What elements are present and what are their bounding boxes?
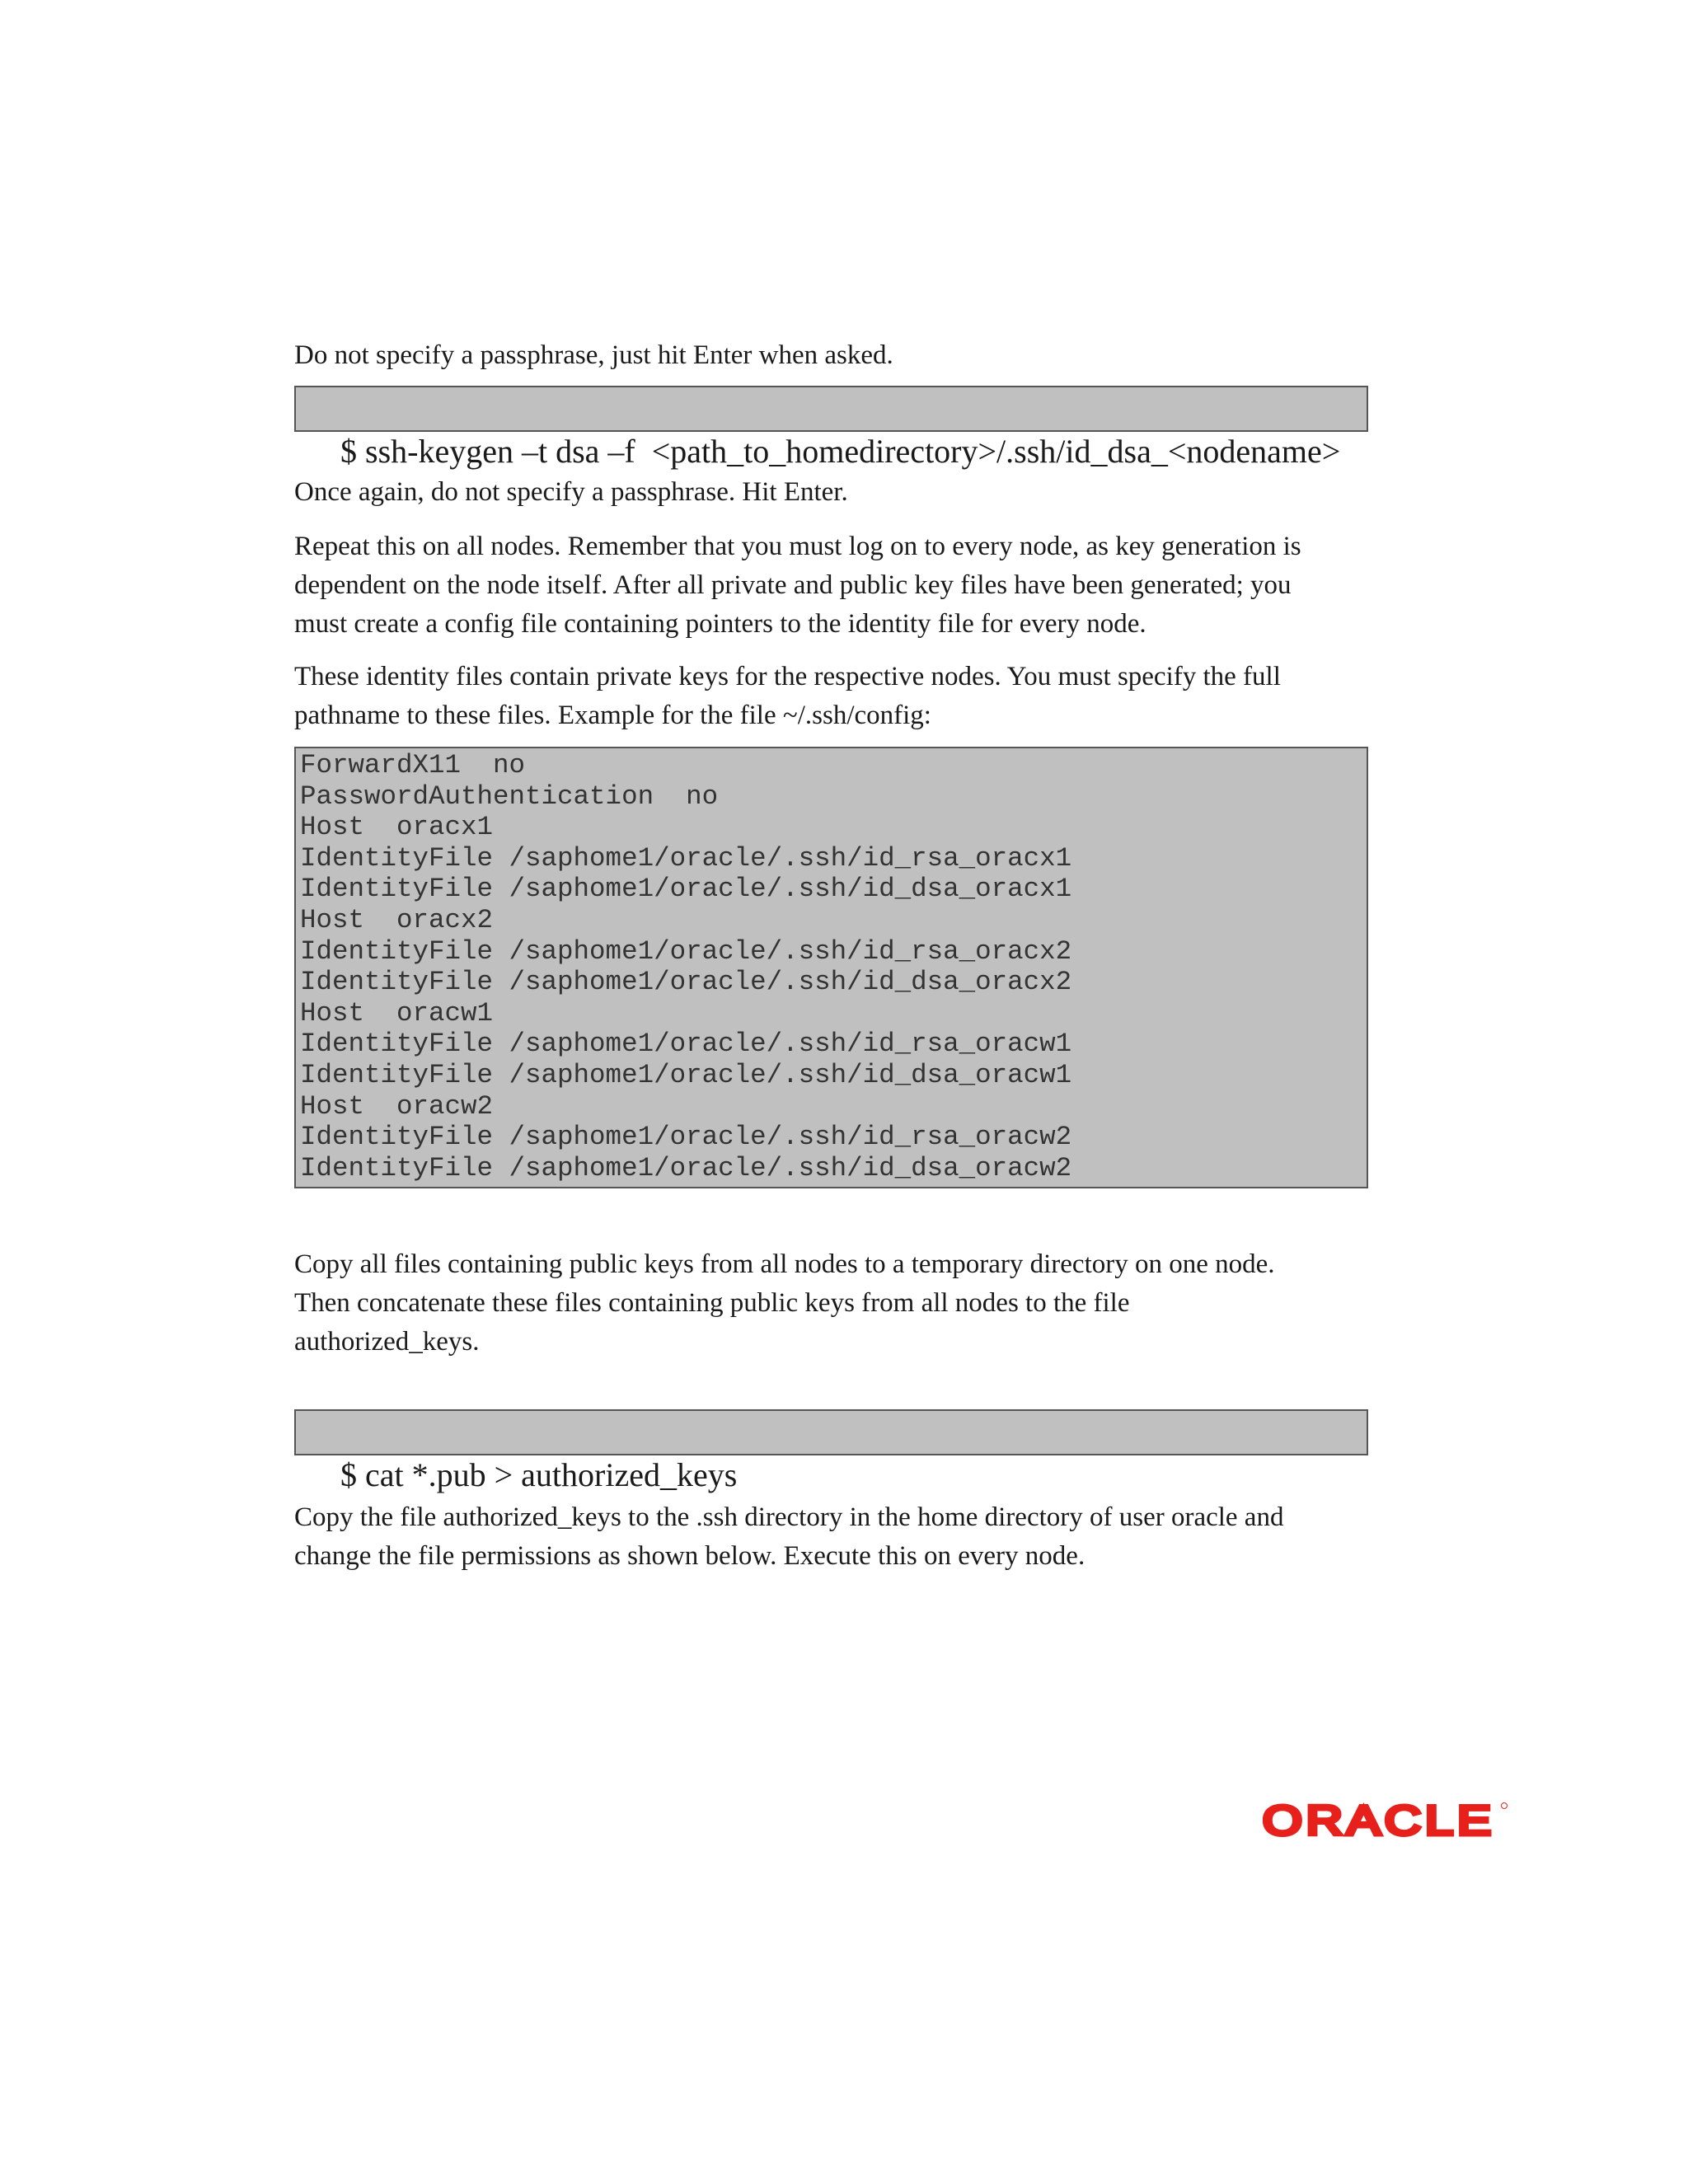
command-cat-pub: $ cat *.pub > authorized_keys [340,1456,738,1493]
paragraph-line: authorized_keys. [294,1327,480,1357]
code-line: Host oracw1 [300,997,494,1029]
paragraph-line: Copy the file authorized_keys to the .ssh directory in the home directory of user oracle and [294,1502,1284,1532]
paragraph-line: must create a config file containing pointers to the identity file for every node. [294,609,1146,639]
command-box-cat-pub [294,1409,1368,1493]
paragraph-line: change the file permissions as shown below. Execute this on every node. [294,1541,1085,1571]
code-line: Host oracx2 [300,904,494,935]
paragraph-line: Repeat this on all nodes. Remember that you must log on to every node, as key generation is [294,532,1301,561]
code-line: IdentityFile /saphome1/oracle/.ssh/id_rsa_oracx2 [300,935,1072,967]
paragraph-line: Then concatenate these files containing public keys from all nodes to the file [294,1288,1130,1318]
svg-text:ORACLE: ORACLE [1263,1800,1495,1840]
code-line: PasswordAuthentication no [300,780,719,812]
paragraph-line: Copy all files containing public keys from all nodes to a temporary directory on one node. [294,1249,1275,1279]
code-line: IdentityFile /saphome1/oracle/.ssh/id_dsa_oracw1 [300,1059,1072,1090]
code-line: IdentityFile /saphome1/oracle/.ssh/id_dsa_oracw2 [300,1152,1072,1183]
code-line: ForwardX11 no [300,750,526,780]
command-ssh-keygen: $ ssh-keygen –t dsa –f <path_to_homedirectory>/.ssh/id_dsa_<nodename> [340,433,1341,470]
code-line: Host oracx1 [300,812,494,843]
oracle-logo-icon [1263,1800,1510,1840]
paragraph-line: These identity files contain private keys for the respective nodes. You must specify the full [294,662,1281,691]
config-file-code-block [294,747,1368,1188]
paragraph-copy-public-keys [294,1245,1382,1361]
code-line: Host oracw2 [300,1090,494,1122]
code-line: IdentityFile /saphome1/oracle/.ssh/id_dsa_oracx1 [300,874,1072,905]
code-line: IdentityFile /saphome1/oracle/.ssh/id_rsa_oracw1 [300,1029,1072,1060]
command-box-ssh-keygen [294,386,1368,470]
code-line: IdentityFile /saphome1/oracle/.ssh/id_rsa_oracx1 [300,842,1072,874]
code-line: IdentityFile /saphome1/oracle/.ssh/id_dsa_oracx2 [300,967,1072,998]
code-line: IdentityFile /saphome1/oracle/.ssh/id_rsa_oracw2 [300,1122,1072,1153]
paragraph-line: pathname to these files. Example for the file ~/.ssh/config: [294,701,931,730]
paragraph-hit-enter: Once again, do not specify a passphrase. Hit Enter. [294,477,848,507]
oracle-logo [1263,1800,1510,1844]
paragraph-repeat-all-nodes [294,527,1382,644]
paragraph-passphrase-note: Do not specify a passphrase, just hit Enter when asked. [294,340,893,370]
paragraph-identity-files [294,658,1382,735]
paragraph-copy-authorized-keys [294,1498,1382,1576]
paragraph-line: dependent on the node itself. After all private and public key files have been generated; you [294,570,1292,600]
